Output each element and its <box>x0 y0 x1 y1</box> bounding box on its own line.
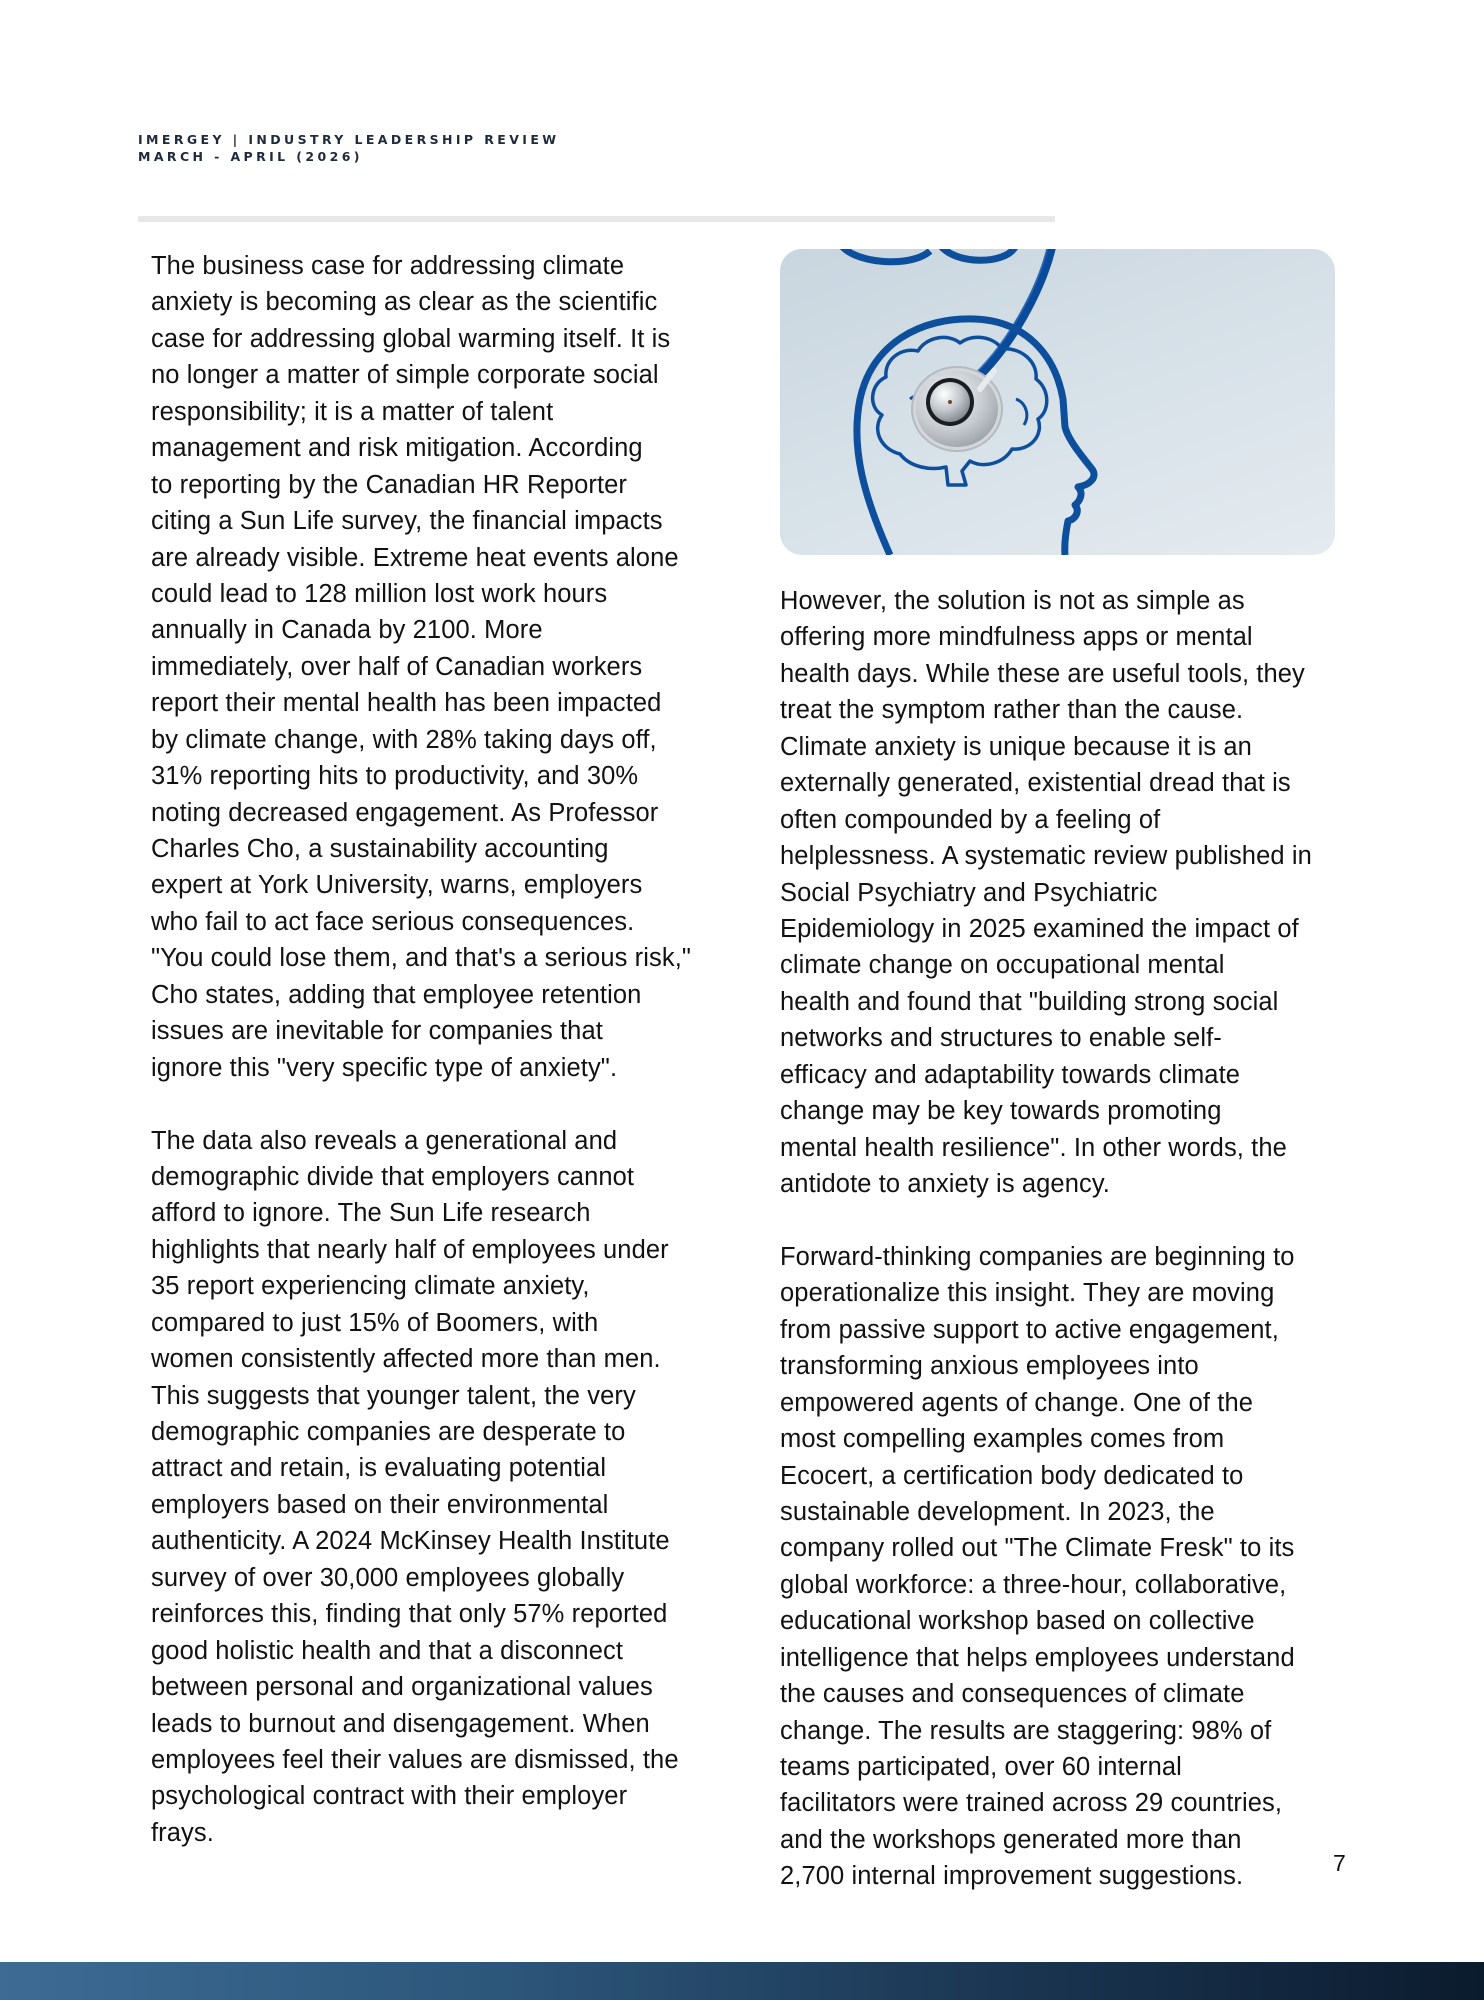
text-line: from passive support to active engagement, <box>780 1315 1279 1344</box>
text-line: demographic companies are desperate to <box>151 1418 626 1446</box>
text-line: by climate change, with 28% taking days off, <box>151 725 657 754</box>
text-line: employers based on their environmental <box>151 1490 609 1519</box>
text-line: women consistently affected more than men. <box>151 1345 661 1374</box>
publication-title: IMERGEY | INDUSTRY LEADERSHIP REVIEW <box>138 132 560 147</box>
text-line: anxiety is becoming as clear as the scientific <box>151 288 658 317</box>
text-line: authenticity. A 2024 McKinsey Health Institute <box>151 1527 670 1556</box>
text-line: reinforces this, finding that only 57% reported <box>151 1600 668 1629</box>
text-line: who fail to act face serious consequences. <box>151 907 635 936</box>
text-line: leads to burnout and disengagement. When <box>151 1709 650 1738</box>
text-line: survey of over 30,000 employees globally <box>151 1563 625 1592</box>
text-line: the causes and consequences of climate <box>780 1680 1245 1709</box>
text-line: 35 report experiencing climate anxiety, <box>151 1272 590 1301</box>
text-line: citing a Sun Life survey, the financial impacts <box>151 507 663 536</box>
text-line: externally generated, existential dread that is <box>780 769 1291 798</box>
text-line: Ecocert, a certification body dedicated to <box>780 1461 1244 1490</box>
text-line: global workforce: a three-hour, collaborative, <box>780 1570 1287 1599</box>
text-line: 31% reporting hits to productivity, and 30% <box>151 762 639 791</box>
text-line: most compelling examples comes from <box>780 1425 1225 1454</box>
text-line: highlights that nearly half of employees under <box>151 1235 669 1264</box>
text-line: intelligence that helps employees understand <box>780 1643 1295 1672</box>
text-line: change may be key towards promoting <box>780 1097 1222 1126</box>
text-line: teams participated, over 60 internal <box>780 1753 1182 1781</box>
text-line: facilitators were trained across 29 countries, <box>780 1789 1283 1818</box>
text-line: transforming anxious employees into <box>780 1352 1199 1381</box>
text-line: Social Psychiatry and Psychiatric <box>780 878 1158 907</box>
text-line: compared to just 15% of Boomers, with <box>151 1308 599 1337</box>
text-line: noting decreased engagement. As Professor <box>151 798 659 827</box>
head-brain-stethoscope-icon <box>780 249 1335 555</box>
paragraph <box>780 583 1312 1202</box>
text-line: often compounded by a feeling of <box>780 805 1161 834</box>
text-line: frays. <box>151 1818 214 1847</box>
text-line: However, the solution is not as simple as <box>780 587 1245 615</box>
article-column-right <box>780 583 1312 1895</box>
text-line: Epidemiology in 2025 examined the impact of <box>780 914 1299 943</box>
text-line: "You could lose them, and that's a serious risk," <box>151 944 692 973</box>
text-line: health days. While these are useful tools, they <box>780 659 1305 688</box>
text-line: efficacy and adaptability towards climate <box>780 1060 1241 1089</box>
text-line: company rolled out "The Climate Fresk" to its <box>780 1534 1295 1563</box>
paragraph <box>151 1123 691 1852</box>
text-line: annually in Canada by 2100. More <box>151 616 543 645</box>
text-line: expert at York University, warns, employers <box>151 871 643 900</box>
text-line: sustainable development. In 2023, the <box>780 1497 1215 1526</box>
text-line: immediately, over half of Canadian workers <box>151 652 643 681</box>
paragraph <box>780 1239 1312 1895</box>
page-number: 7 <box>1333 1850 1346 1876</box>
text-line: attract and retain, is evaluating potential <box>151 1454 607 1483</box>
issue-date: MARCH - APRIL (2026) <box>138 149 363 164</box>
text-line: change. The results are staggering: 98% of <box>780 1716 1272 1745</box>
text-line: management and risk mitigation. According <box>151 434 643 463</box>
footer-bar <box>0 1962 1484 2000</box>
text-line: antidote to anxiety is agency. <box>780 1170 1110 1198</box>
text-line: ignore this "very specific type of anxiety". <box>151 1053 618 1082</box>
text-line: The business case for addressing climate <box>151 252 625 280</box>
article-image <box>780 249 1335 555</box>
text-line: responsibility; it is a matter of talent <box>151 397 554 426</box>
text-line: networks and structures to enable self- <box>780 1024 1222 1053</box>
text-line: The data also reveals a generational and <box>151 1126 618 1155</box>
text-line: helplessness. A systematic review published in <box>780 842 1312 871</box>
text-line: case for addressing global warming itself. It is <box>151 324 671 353</box>
text-line: operationalize this insight. They are moving <box>780 1279 1275 1308</box>
text-line: health and found that "building strong social <box>780 987 1279 1016</box>
text-line: Charles Cho, a sustainability accounting <box>151 835 609 863</box>
text-line: issues are inevitable for companies that <box>151 1017 603 1046</box>
text-line: good holistic health and that a disconnect <box>151 1636 624 1665</box>
text-line: 2,700 internal improvement suggestions. <box>780 1862 1244 1891</box>
text-line: offering more mindfulness apps or mental <box>780 623 1253 652</box>
text-line: no longer a matter of simple corporate social <box>151 361 659 390</box>
text-line: mental health resilience". In other words, the <box>780 1133 1287 1162</box>
text-line: report their mental health has been impacted <box>151 689 662 718</box>
text-line: psychological contract with their employer <box>151 1782 628 1811</box>
text-line: treat the symptom rather than the cause. <box>780 696 1244 725</box>
text-line: afford to ignore. The Sun Life research <box>151 1199 591 1228</box>
text-line: Climate anxiety is unique because it is an <box>780 732 1252 761</box>
publication-header <box>138 131 559 165</box>
text-line: are already visible. Extreme heat events alone <box>151 543 679 572</box>
text-line: could lead to 128 million lost work hours <box>151 579 608 608</box>
text-line: educational workshop based on collective <box>780 1607 1255 1636</box>
header-divider <box>138 216 1055 222</box>
text-line: climate change on occupational mental <box>780 951 1225 980</box>
text-line: between personal and organizational values <box>151 1673 653 1702</box>
text-line: employees feel their values are dismissed, the <box>151 1745 679 1774</box>
paragraph-gap <box>151 1086 691 1122</box>
text-line: to reporting by the Canadian HR Reporter <box>151 470 628 499</box>
text-line: demographic divide that employers cannot <box>151 1162 635 1191</box>
text-line: This suggests that younger talent, the very <box>151 1381 636 1410</box>
text-line: Cho states, adding that employee retention <box>151 980 642 1009</box>
paragraph <box>151 248 691 1086</box>
text-line: and the workshops generated more than <box>780 1825 1242 1854</box>
article-column-left <box>151 248 691 1851</box>
text-line: Forward-thinking companies are beginning to <box>780 1242 1295 1271</box>
text-line: empowered agents of change. One of the <box>780 1388 1254 1417</box>
paragraph-gap <box>780 1202 1312 1238</box>
